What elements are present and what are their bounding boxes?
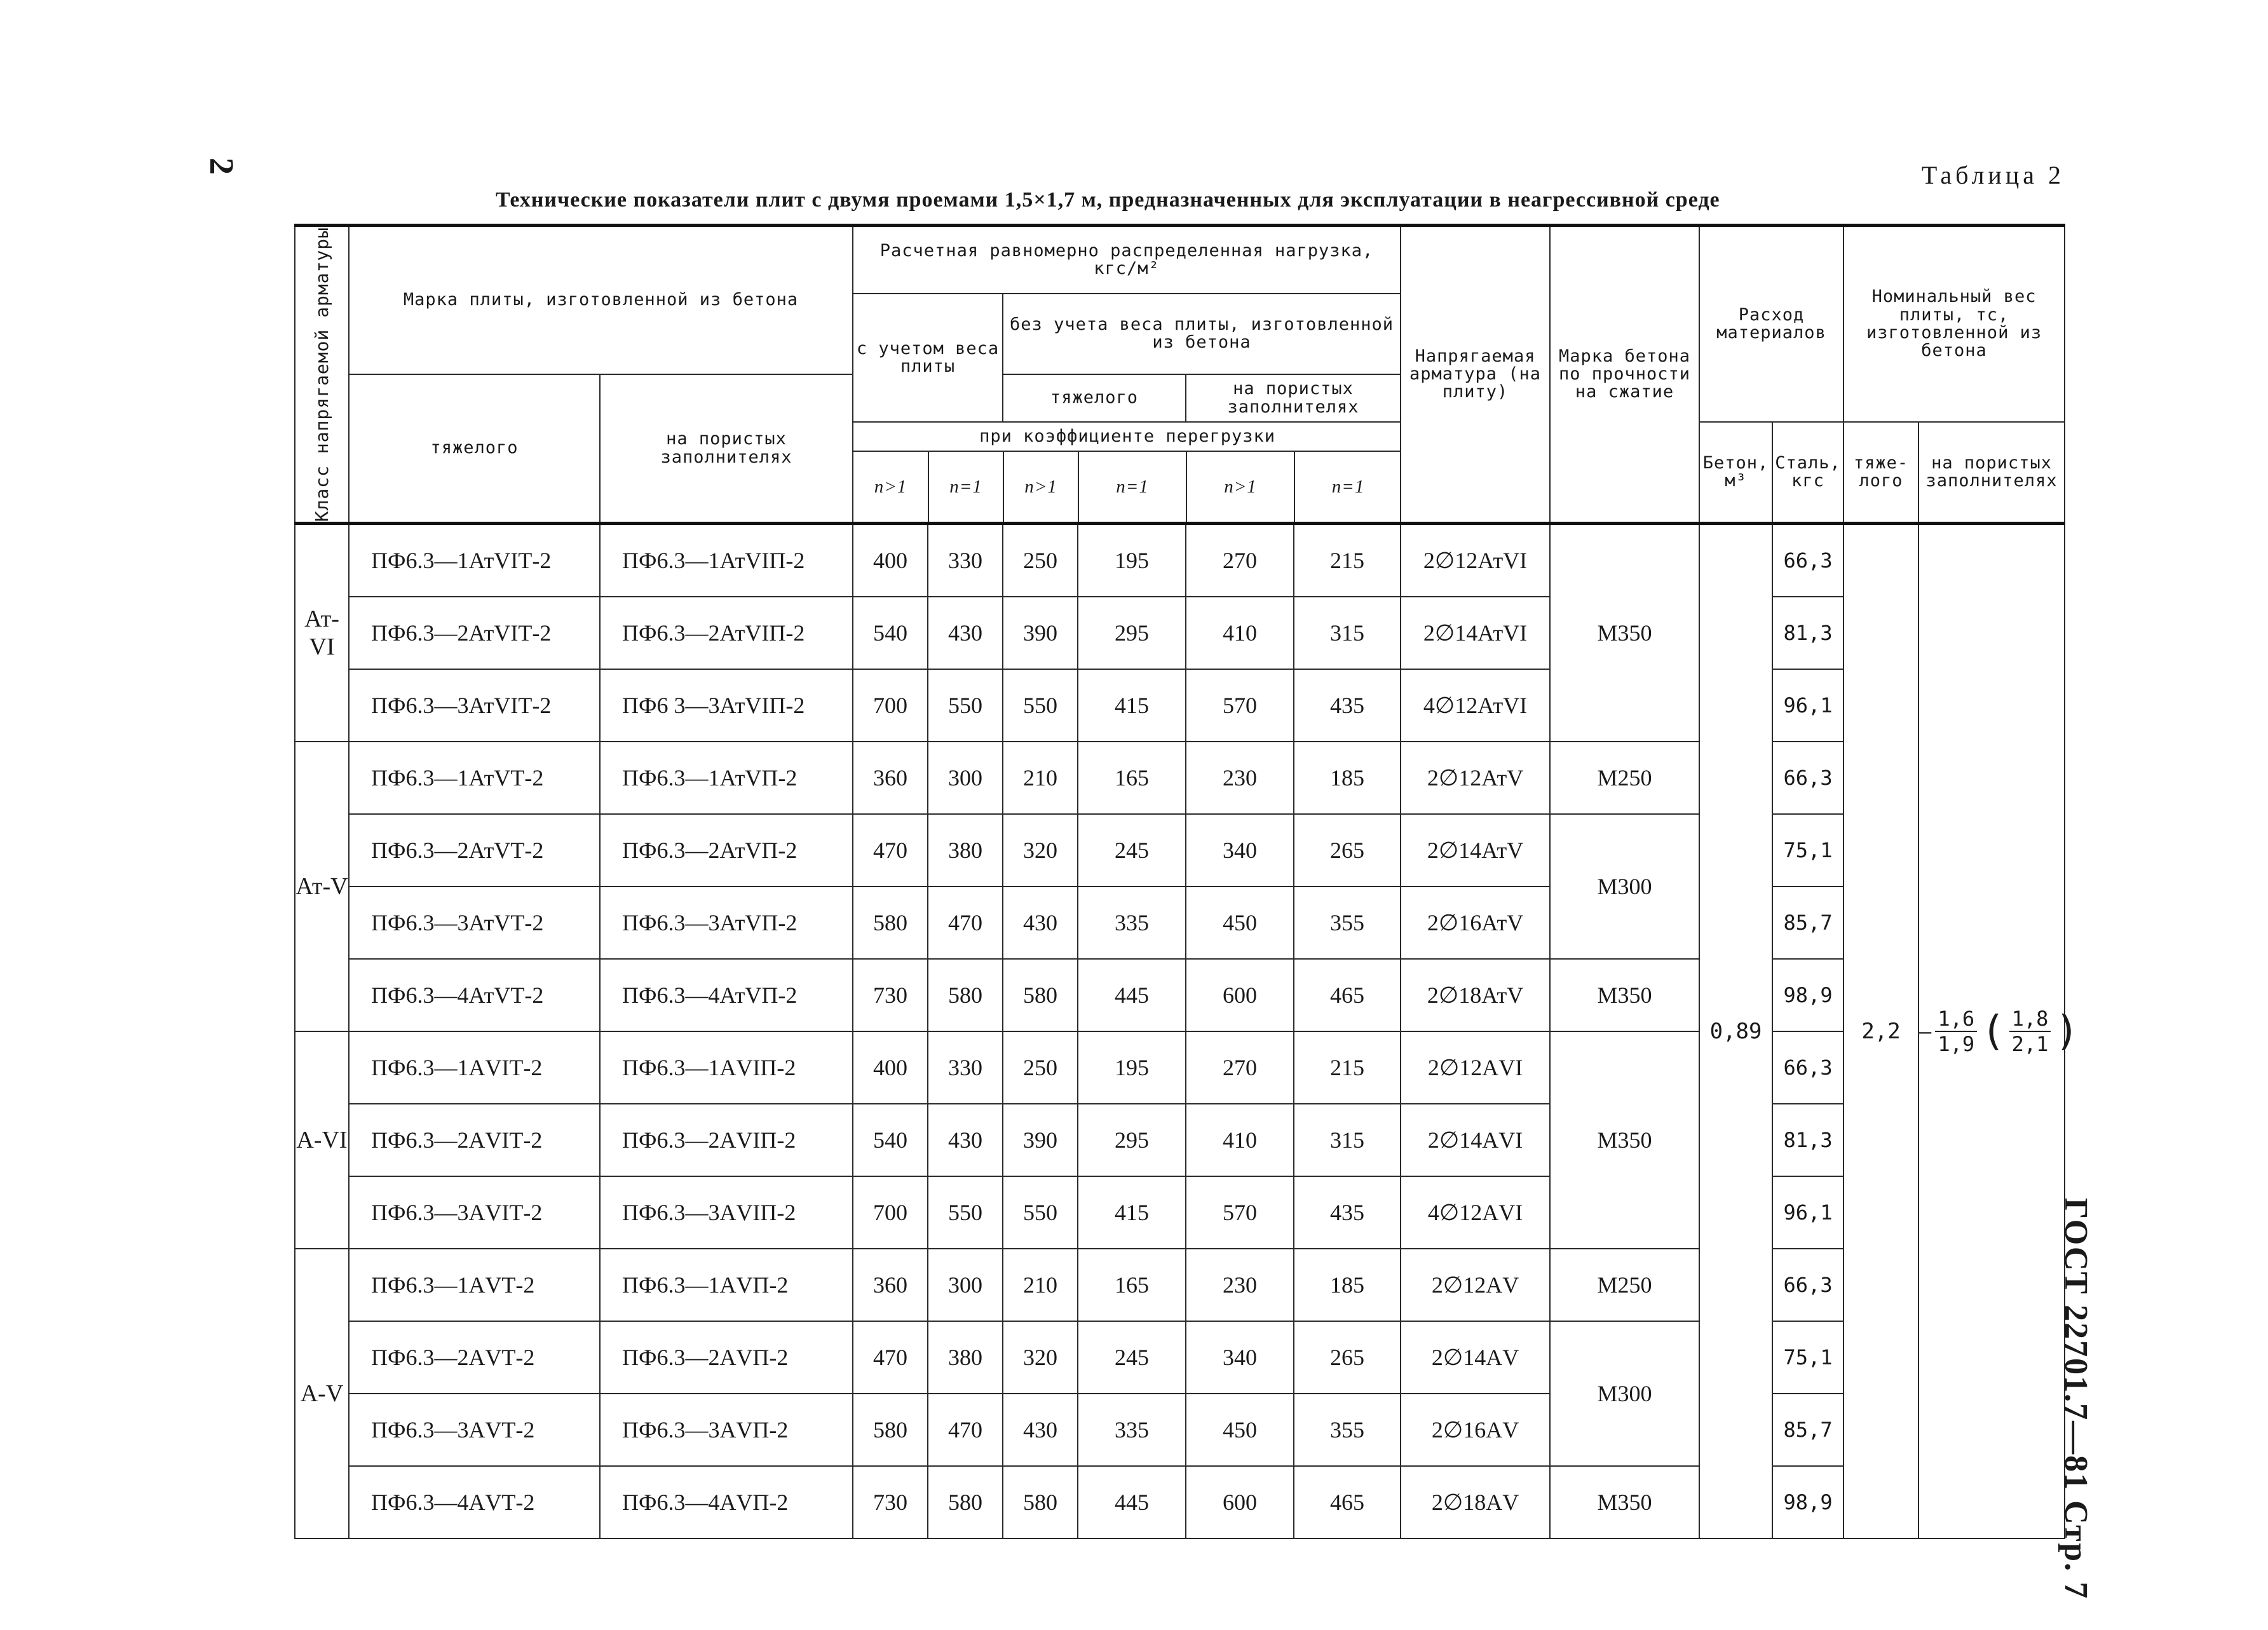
load-value: 265 xyxy=(1294,1321,1401,1394)
load-value: 185 xyxy=(1294,742,1401,814)
prestressed-rebar-cell: 2∅14АV xyxy=(1401,1321,1550,1394)
slab-mark-heavy: ПФ6.3—3АVIТ-2 xyxy=(349,1176,600,1249)
load-value: 335 xyxy=(1078,1394,1186,1466)
load-value: 470 xyxy=(853,1321,928,1394)
load-value: 215 xyxy=(1294,524,1401,597)
header-mark-heavy: тяжелого xyxy=(349,374,600,524)
weight-porous-a-den: 1,9 xyxy=(1938,1032,1975,1057)
table-body xyxy=(295,524,2079,1539)
weight-porous-b-den: 2,1 xyxy=(2011,1032,2049,1057)
load-value: 580 xyxy=(928,1466,1003,1538)
load-value: 390 xyxy=(1003,1104,1078,1176)
slab-specification-table xyxy=(294,224,2079,1539)
table-row xyxy=(295,886,2065,959)
header-design-load: Расчетная равномерно распределенная нагрузка, кгс/м² xyxy=(853,226,1401,294)
prestressed-rebar-cell: 2∅14АVI xyxy=(1401,1104,1550,1176)
concrete-grade-cell: М300 xyxy=(1550,814,1699,959)
load-value: 550 xyxy=(1003,669,1078,742)
prestressed-rebar-cell: 2∅14АтV xyxy=(1401,814,1550,886)
prestressed-rebar-cell: 2∅12АVI xyxy=(1401,1031,1550,1104)
concrete-grade-cell: М350 xyxy=(1550,524,1699,742)
table-row xyxy=(295,1249,2065,1321)
prestressed-rebar-cell: 2∅14АтVI xyxy=(1401,597,1550,669)
load-value: 270 xyxy=(1186,524,1294,597)
load-value: 300 xyxy=(928,742,1003,814)
table-row xyxy=(295,1176,2065,1249)
header-load-porous: на пористых заполнителях xyxy=(1186,374,1401,423)
load-value: 245 xyxy=(1078,814,1186,886)
load-value: 600 xyxy=(1186,959,1294,1031)
load-value: 430 xyxy=(928,1104,1003,1176)
load-value: 250 xyxy=(1003,524,1078,597)
load-value: 730 xyxy=(853,1466,928,1538)
load-value: 400 xyxy=(853,1031,928,1104)
load-value: 295 xyxy=(1078,597,1186,669)
slab-mark-porous: ПФ6.3—4АVП-2 xyxy=(600,1466,853,1538)
slab-mark-heavy: ПФ6.3—2АVТ-2 xyxy=(349,1321,600,1394)
load-value: 410 xyxy=(1186,1104,1294,1176)
load-value: 570 xyxy=(1186,669,1294,742)
weight-heavy-cell: 2,2 xyxy=(1844,524,1918,1539)
load-value: 450 xyxy=(1186,1394,1294,1466)
steel-consumption-cell: 85,7 xyxy=(1772,886,1844,959)
slab-mark-porous: ПФ6.3—1АVП-2 xyxy=(600,1249,853,1321)
load-value: 295 xyxy=(1078,1104,1186,1176)
load-value: 550 xyxy=(928,669,1003,742)
overload-subheader xyxy=(853,423,1401,522)
table-row xyxy=(295,669,2065,742)
load-value: 195 xyxy=(1078,1031,1186,1104)
concrete-grade-cell: М250 xyxy=(1550,1249,1699,1321)
concrete-volume-cell: 0,89 xyxy=(1699,524,1772,1539)
load-value: 435 xyxy=(1294,1176,1401,1249)
steel-consumption-cell: 85,7 xyxy=(1772,1394,1844,1466)
slab-mark-heavy: ПФ6.3—2АтVТ-2 xyxy=(349,814,600,886)
load-value: 550 xyxy=(928,1176,1003,1249)
slab-mark-heavy: ПФ6.3—4АтVТ-2 xyxy=(349,959,600,1031)
load-value: 465 xyxy=(1294,1466,1401,1538)
table-row xyxy=(295,1104,2065,1176)
concrete-grade-cell: М250 xyxy=(1550,742,1699,814)
load-value: 360 xyxy=(853,742,928,814)
load-value: 470 xyxy=(928,1394,1003,1466)
steel-consumption-cell: 81,3 xyxy=(1772,597,1844,669)
table-title: Технические показатели плит с двумя проемами 1,5×1,7 м, предназначенных для эксплуатации в неагрессивной среде xyxy=(496,188,1720,212)
load-value: 340 xyxy=(1186,1321,1294,1394)
slab-mark-porous: ПФ6.3—1АVIП-2 xyxy=(600,1031,853,1104)
load-value: 430 xyxy=(1003,886,1078,959)
load-value: 415 xyxy=(1078,669,1186,742)
slab-mark-porous: ПФ6.3—1АтVП-2 xyxy=(600,742,853,814)
header-with-weight: с учетом веса плиты xyxy=(853,294,1003,422)
slab-mark-porous: ПФ6.3—2АтVIП-2 xyxy=(600,597,853,669)
load-value: 580 xyxy=(1003,959,1078,1031)
page-number: 2 xyxy=(203,158,241,175)
header-n-gt-1: n>1 xyxy=(1003,451,1078,522)
prestressed-rebar-cell: 2∅12АтV xyxy=(1401,742,1550,814)
prestressed-rebar-cell: 4∅12АVI xyxy=(1401,1176,1550,1249)
load-value: 340 xyxy=(1186,814,1294,886)
prestressed-rebar-cell: 4∅12АтVI xyxy=(1401,669,1550,742)
table-row xyxy=(295,1466,2065,1538)
prestressed-rebar-cell: 2∅12АV xyxy=(1401,1249,1550,1321)
load-value: 700 xyxy=(853,669,928,742)
load-value: 700 xyxy=(853,1176,928,1249)
header-mark-porous: на пористых заполнителях xyxy=(600,374,853,524)
load-value: 580 xyxy=(853,1394,928,1466)
load-value: 430 xyxy=(1003,1394,1078,1466)
concrete-grade-cell: М350 xyxy=(1550,959,1699,1031)
steel-consumption-cell: 98,9 xyxy=(1772,1466,1844,1538)
slab-mark-porous: ПФ6.3—3АVП-2 xyxy=(600,1394,853,1466)
weight-porous-cell: — $\frac{1,6}{1,9}$ ( $\frac{1,8}{2,1}$ ) xyxy=(1918,524,2065,1539)
rebar-class-cell: А-VI xyxy=(295,1031,349,1249)
load-value: 330 xyxy=(928,1031,1003,1104)
load-value: 430 xyxy=(928,597,1003,669)
table-row xyxy=(295,1031,2065,1104)
header-n-gt-1: n>1 xyxy=(1186,451,1294,522)
load-value: 410 xyxy=(1186,597,1294,669)
steel-consumption-cell: 66,3 xyxy=(1772,742,1844,814)
slab-mark-heavy: ПФ6.3—4АVТ-2 xyxy=(349,1466,600,1538)
header-load-heavy: тяжелого xyxy=(1003,374,1186,423)
load-value: 315 xyxy=(1294,1104,1401,1176)
load-value: 445 xyxy=(1078,1466,1186,1538)
steel-consumption-cell: 81,3 xyxy=(1772,1104,1844,1176)
standard-page-reference: ГОСТ 22701.7—81 Стр. 7 xyxy=(2058,1198,2094,1600)
header-concrete-grade: Марка бетона по прочности на сжатие xyxy=(1550,226,1699,524)
steel-consumption-cell: 75,1 xyxy=(1772,1321,1844,1394)
header-without-weight: без учета веса плиты, изготовленной из бетона xyxy=(1003,294,1401,374)
table-row xyxy=(295,1321,2065,1394)
prestressed-rebar-cell: 2∅18АV xyxy=(1401,1466,1550,1538)
steel-consumption-cell: 66,3 xyxy=(1772,1031,1844,1104)
table-row xyxy=(295,1394,2065,1466)
load-value: 400 xyxy=(853,524,928,597)
load-value: 335 xyxy=(1078,886,1186,959)
slab-mark-heavy: ПФ6.3—3АтVIТ-2 xyxy=(349,669,600,742)
load-value: 465 xyxy=(1294,959,1401,1031)
load-value: 165 xyxy=(1078,742,1186,814)
load-value: 315 xyxy=(1294,597,1401,669)
load-value: 435 xyxy=(1294,669,1401,742)
load-value: 215 xyxy=(1294,1031,1401,1104)
load-value: 445 xyxy=(1078,959,1186,1031)
table-row xyxy=(295,597,2065,669)
header-rebar-class: Класс напрягаемой арматуры xyxy=(295,226,349,524)
prestressed-rebar-cell: 2∅16АV xyxy=(1401,1394,1550,1466)
rebar-class-cell: Ат-VI xyxy=(295,524,349,742)
prestressed-rebar-cell: 2∅12АтVI xyxy=(1401,524,1550,597)
load-value: 210 xyxy=(1003,742,1078,814)
load-value: 600 xyxy=(1186,1466,1294,1538)
table-row xyxy=(295,742,2065,814)
steel-consumption-cell: 96,1 xyxy=(1772,669,1844,742)
rebar-class-cell: А-V xyxy=(295,1249,349,1538)
table-row xyxy=(295,524,2065,597)
header-concrete-m3: Бетон, м³ xyxy=(1699,422,1772,524)
load-value: 355 xyxy=(1294,886,1401,959)
load-value: 230 xyxy=(1186,1249,1294,1321)
header-n-eq-1: n=1 xyxy=(928,451,1003,522)
weight-porous-a-num: 1,6 xyxy=(1935,1007,1977,1032)
table-row xyxy=(295,959,2065,1031)
steel-consumption-cell: 66,3 xyxy=(1772,524,1844,597)
header-n-eq-1: n=1 xyxy=(1078,451,1186,522)
concrete-grade-cell: М350 xyxy=(1550,1466,1699,1538)
load-value: 355 xyxy=(1294,1394,1401,1466)
table-header xyxy=(295,226,2065,524)
load-value: 470 xyxy=(928,886,1003,959)
header-nominal-weight: Номинальный вес плиты, тс, изготовленной из бетона xyxy=(1844,226,2065,423)
load-value: 165 xyxy=(1078,1249,1186,1321)
header-prestressed-rebar: Напрягаемая арматура (на плиту) xyxy=(1401,226,1550,524)
load-value: 580 xyxy=(1003,1466,1078,1538)
header-overload-wrapper xyxy=(853,422,1401,524)
slab-mark-porous: ПФ6.3—3АтVП-2 xyxy=(600,886,853,959)
load-value: 580 xyxy=(928,959,1003,1031)
load-value: 450 xyxy=(1186,886,1294,959)
rebar-class-cell: Ат-V xyxy=(295,742,349,1031)
slab-mark-porous: ПФ6.3—2АтVП-2 xyxy=(600,814,853,886)
slab-mark-heavy: ПФ6.3—2АтVIТ-2 xyxy=(349,597,600,669)
load-value: 730 xyxy=(853,959,928,1031)
header-steel-kg: Сталь, кгс xyxy=(1772,422,1844,524)
slab-mark-porous: ПФ6.3—1АтVIП-2 xyxy=(600,524,853,597)
load-value: 380 xyxy=(928,814,1003,886)
header-n-eq-1: n=1 xyxy=(1331,477,1365,498)
steel-consumption-cell: 66,3 xyxy=(1772,1249,1844,1321)
load-value: 250 xyxy=(1003,1031,1078,1104)
load-value: 300 xyxy=(928,1249,1003,1321)
header-n-gt-1: n>1 xyxy=(853,451,928,522)
header-weight-porous: на пористых заполнителях xyxy=(1918,422,2065,524)
prestressed-rebar-cell: 2∅18АтV xyxy=(1401,959,1550,1031)
load-value: 320 xyxy=(1003,1321,1078,1394)
table-row xyxy=(295,814,2065,886)
slab-mark-heavy: ПФ6.3—3АVТ-2 xyxy=(349,1394,600,1466)
concrete-grade-cell: М350 xyxy=(1550,1031,1699,1249)
table-label: Таблица 2 xyxy=(1921,161,2065,189)
steel-consumption-cell: 75,1 xyxy=(1772,814,1844,886)
slab-mark-heavy: ПФ6.3—1АтVТ-2 xyxy=(349,742,600,814)
load-value: 550 xyxy=(1003,1176,1078,1249)
load-value: 210 xyxy=(1003,1249,1078,1321)
load-value: 380 xyxy=(928,1321,1003,1394)
slab-mark-porous: ПФ6.3—4АтVП-2 xyxy=(600,959,853,1031)
slab-mark-porous: ПФ6 3—3АтVIП-2 xyxy=(600,669,853,742)
steel-consumption-cell: 98,9 xyxy=(1772,959,1844,1031)
load-value: 580 xyxy=(853,886,928,959)
load-value: 540 xyxy=(853,597,928,669)
load-value: 245 xyxy=(1078,1321,1186,1394)
concrete-grade-cell: М300 xyxy=(1550,1321,1699,1466)
slab-mark-heavy: ПФ6.3—1АVТ-2 xyxy=(349,1249,600,1321)
load-value: 470 xyxy=(853,814,928,886)
weight-porous-b-num: 1,8 xyxy=(2009,1007,2051,1032)
load-value: 230 xyxy=(1186,742,1294,814)
load-value: 390 xyxy=(1003,597,1078,669)
load-value: 360 xyxy=(853,1249,928,1321)
header-overload: при коэффициенте перегрузки xyxy=(853,423,1401,451)
slab-mark-heavy: ПФ6.3—3АтVТ-2 xyxy=(349,886,600,959)
steel-consumption-cell: 96,1 xyxy=(1772,1176,1844,1249)
load-value: 265 xyxy=(1294,814,1401,886)
slab-mark-porous: ПФ6.3—2АVIП-2 xyxy=(600,1104,853,1176)
prestressed-rebar-cell: 2∅16АтV xyxy=(1401,886,1550,959)
slab-mark-heavy: ПФ6.3—1АVIТ-2 xyxy=(349,1031,600,1104)
slab-mark-porous: ПФ6.3—3АVIП-2 xyxy=(600,1176,853,1249)
header-materials: Расход материалов xyxy=(1699,226,1844,423)
slab-mark-porous: ПФ6.3—2АVП-2 xyxy=(600,1321,853,1394)
header-weight-heavy: тяже-лого xyxy=(1844,422,1918,524)
slab-mark-heavy: ПФ6.3—2АVIТ-2 xyxy=(349,1104,600,1176)
load-value: 270 xyxy=(1186,1031,1294,1104)
header-slab-mark: Марка плиты, изготовленной из бетона xyxy=(349,226,853,374)
load-value: 195 xyxy=(1078,524,1186,597)
load-value: 415 xyxy=(1078,1176,1186,1249)
load-value: 570 xyxy=(1186,1176,1294,1249)
load-value: 185 xyxy=(1294,1249,1401,1321)
load-value: 330 xyxy=(928,524,1003,597)
load-value: 320 xyxy=(1003,814,1078,886)
load-value: 540 xyxy=(853,1104,928,1176)
slab-mark-heavy: ПФ6.3—1АтVIТ-2 xyxy=(349,524,600,597)
